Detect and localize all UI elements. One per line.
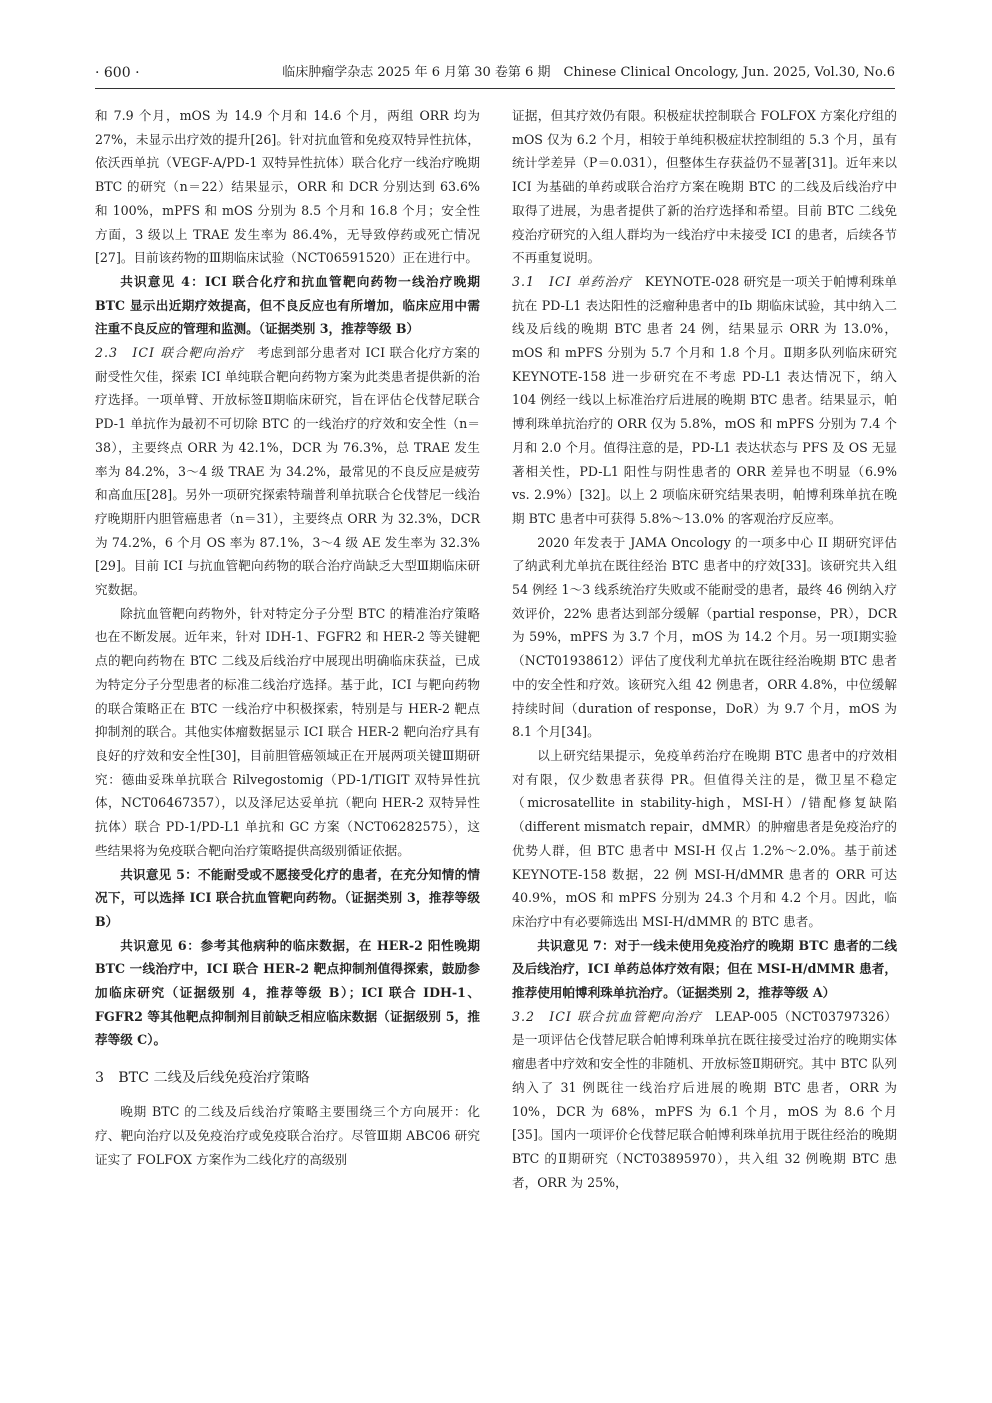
- paragraph: LEAP-005（NCT03797326）是一项评估仑伐替尼联合帕博利珠单抗在既往接受过治疗的晚期实体瘤患者中疗效和安全性的非随机、开放标签Ⅱ期研究。其中 BTC 队列纳入了 31 例既往一线治疗后进展的晚期 BTC 患者，ORR 为 10%，DCR 为 68%，mPFS 为 6.1 个月，mOS 为 8.6 个月[35]。国内一项评价仑伐替尼联合帕博利珠单抗用于既往经治的晚期 BTC 的Ⅱ期研究（NCT03895970），共入组 32 例晚期 BTC 患者，ORR 为 25%，: [512, 1008, 897, 1190]
- subsection-heading: 3.1 ICI 单药治疗: [512, 273, 633, 289]
- paragraph: 考虑到部分患者对 ICI 联合化疗方案的耐受性欠佳，探索 ICI 单纯联合靶向药物方案为此类患者提供新的治疗选择。一项单臂、开放标签Ⅱ期临床研究，旨在评估仑伐替尼联合 PD-1 单抗作为最初不可切除 BTC 的一线治疗的疗效和安全性（n＝38），主要终点 ORR 为 42.1%，DCR 为 76.3%，总 TRAE 发生率为 84.2%，3～4 级 TRAE 为 34.2%，最常见的不良反应是疲劳和高血压[28]。另外一项研究探索特瑞普利单抗联合仑伐替尼一线治疗晚期肝内胆管癌患者（n＝31），主要终点 ORR 为 32.3%，DCR 为 74.2%，6 个月 OS 率为 87.1%，3～4 级 AE 发生率为 32.3%[29]。目前 ICI 与抗血管靶向药物的联合治疗尚缺乏大型Ⅲ期临床研究数据。: [95, 345, 480, 598]
- paragraph: 2020 年发表于 JAMA Oncology 的一项多中心 II 期研究评估了纳武利尤单抗在既往经治 BTC 患者中的疗效[33]。该研究共入组 54 例经 1～3 线系统治疗失败或不能耐受的患者，最终 46 例纳入疗效评价，22% 患者达到部分缓解（partial response，PR），DCR 为 59%，mPFS 为 3.7 个月，mOS 为 14.2 个月。另一项Ⅰ期实验（NCT01938612）评估了度伐利尤单抗在既往经治晚期 BTC 患者中的安全性和疗效。该研究入组 42 例患者，ORR 4.8%，中位缓解持续时间（duration of response，DoR）为 9.7 个月，mOS 为 8.1 个月[34]。: [512, 534, 897, 740]
- section-2-3: [95, 341, 480, 602]
- consensus-6: 共识意见 6：参考其他病种的临床数据，在 HER-2 阳性晚期 BTC 一线治疗中，ICI 联合 HER-2 靶点抑制剂值得探索，鼓励参加临床研究（证据级别 4，推荐等级 B）；ICI 联合 IDH-1、FGFR2 等其他靶点抑制剂目前缺乏相应临床数据（证据级别 5，推荐等级 C）。: [95, 937, 480, 1048]
- section-3-1: [512, 270, 897, 531]
- right-column: [512, 104, 897, 1194]
- consensus-7: 共识意见 7：对于一线未使用免疫治疗的晚期 BTC 患者的二线及后线治疗，ICI 单药总体疗效有限；但在 MSI-H/dMMR 患者，推荐使用帕博利珠单抗治疗。（证据类别 2，推荐等级 A）: [512, 937, 897, 1001]
- section-heading-3: 3 BTC 二线及后线免疫治疗策略: [95, 1070, 310, 1087]
- left-column: [95, 104, 480, 1171]
- paragraph: 证据，但其疗效仍有限。积极症状控制联合 FOLFOX 方案化疗组的 mOS 仅为 6.2 个月，相较于单纯积极症状控制组的 5.3 个月，虽有统计学差异（P＝0.031），但整体生存获益仍不显著[31]。近年来以 ICI 为基础的单药或联合治疗方案在晚期 BTC 的二线及后线治疗中取得了进展，为患者提供了新的治疗选择和希望。目前 BTC 二线免疫治疗研究的入组人群均为一线治疗中未接受 ICI 的患者，后续各节不再重复说明。: [512, 108, 897, 266]
- paragraph: 和 7.9 个月，mOS 为 14.9 个月和 14.6 个月，两组 ORR 均为 27%，未显示出疗效的提升[26]。针对抗血管和免疫双特异性抗体，依沃西单抗（VEGF-A/PD-1 双特异性抗体）联合化疗一线治疗晚期 BTC 的研究（n＝22）结果显示，ORR 和 DCR 分别达到 63.6% 和 100%，mPFS 和 mOS 分别为 8.5 个月和 16.8 个月；安全性方面，3 级以上 TRAE 发生率为 86.4%，无导致停药或死亡情况[27]。目前该药物的Ⅲ期临床试验（NCT06591520）正在进行中。: [95, 108, 480, 266]
- subsection-heading: 3.2 ICI 联合抗血管靶向治疗: [512, 1008, 703, 1024]
- section-3-2: [512, 1005, 897, 1195]
- subsection-heading: 2.3 ICI 联合靶向治疗: [95, 345, 245, 361]
- paragraph: KEYNOTE-028 研究是一项关于帕博利珠单抗在 PD-L1 表达阳性的泛瘤种患者中的Ⅰb 期临床试验，其中纳入二线及后线的晚期 BTC 患者 24 例，结果显示 ORR 为 13.0%，mOS 和 mPFS 分别为 5.7 个月和 1.8 个月。Ⅱ期多队列临床研究 KEYNOTE-158 进一步研究在不考虑 PD-L1 表达情况下，纳入 104 例经一线以上标准治疗后进展的晚期 BTC 患者。结果显示，帕博利珠单抗治疗的 ORR 仅为 5.8%，mOS 和 mPFS 分别为 7.4 个月和 2.0 个月。值得注意的是，PD-L1 表达状态与 PFS 及 OS 无显著相关性，PD-L1 阳性与阴性患者的 ORR 差异也不明显（6.9% vs. 2.9%）[32]。以上 2 项临床研究结果表明，帕博利珠单抗在晚期 BTC 患者中可获得 5.8%～13.0% 的客观治疗反应率。: [512, 273, 897, 526]
- consensus-5: 共识意见 5：不能耐受或不愿接受化疗的患者，在充分知情的情况下，可以选择 ICI 联合抗血管靶向药物。（证据类别 3，推荐等级 B）: [95, 866, 480, 929]
- header-rule: [95, 88, 895, 89]
- paragraph: 除抗血管靶向药物外，针对特定分子分型 BTC 的精准治疗策略也在不断发展。近年来，针对 IDH-1、FGFR2 和 HER-2 等关键靶点的靶向药物在 BTC 二线及后线治疗中展现出明确临床获益，已成为特定分子分型患者的标准二线治疗选择。基于此，ICI 与靶向药物的联合策略正在 BTC 一线治疗中积极探索，特别是与 HER-2 靶点抑制剂的联合。其他实体瘤数据显示 ICI 联合 HER-2 靶向治疗具有良好的疗效和安全性[30]，目前胆管癌领域正在开展两项关键Ⅲ期研究：德曲妥珠单抗联合 Rilvegostomig（PD-1/TIGIT 双特异性抗体，NCT06467357），以及泽尼达妥单抗（靶向 HER-2 双特异性抗体）联合 PD-1/PD-L1 单抗和 GC 方案（NCT06282575），这些结果将为免疫联合靶向治疗策略提供高级别循证依据。: [95, 605, 480, 858]
- running-header: [95, 62, 895, 84]
- paragraph: 晚期 BTC 的二线及后线治疗策略主要围绕三个方向展开：化疗、靶向治疗以及免疫治疗或免疫联合治疗。尽管Ⅲ期 ABC06 研究证实了 FOLFOX 方案作为二线化疗的高级别: [95, 1104, 480, 1167]
- paragraph: 以上研究结果提示，免疫单药治疗在晚期 BTC 患者中的疗效相对有限，仅少数患者获得 PR。但值得关注的是，微卫星不稳定（microsatellite in stability-high，MSI-H）/错配修复缺陷（different mismatch repair，dMMR）的肿瘤患者是免疫治疗的优势人群，但 BTC 患者中 MSI-H 仅占 1.2%～2.0%。基于前述 KEYNOTE-158 数据，22 例 MSI-H/dMMR 患者的 ORR 可达 40.9%，mOS 和 mPFS 分别为 24.3 个月和 4.2 个月。因此，临床治疗中有必要筛选出 MSI-H/dMMR 的 BTC 患者。: [512, 747, 897, 929]
- journal-citation: 临床肿瘤学杂志 2025 年 6 月第 30 卷第 6 期 Chinese Clinical Oncology, Jun. 2025, Vol.30, No.6: [282, 65, 895, 80]
- consensus-4: 共识意见 4：ICI 联合化疗和抗血管靶向药物一线治疗晚期 BTC 显示出近期疗效提高，但不良反应也有所增加，临床应用中需注重不良反应的管理和监测。（证据类别 3，推荐等级 B）: [95, 273, 480, 337]
- page-number: · 600 ·: [95, 65, 140, 81]
